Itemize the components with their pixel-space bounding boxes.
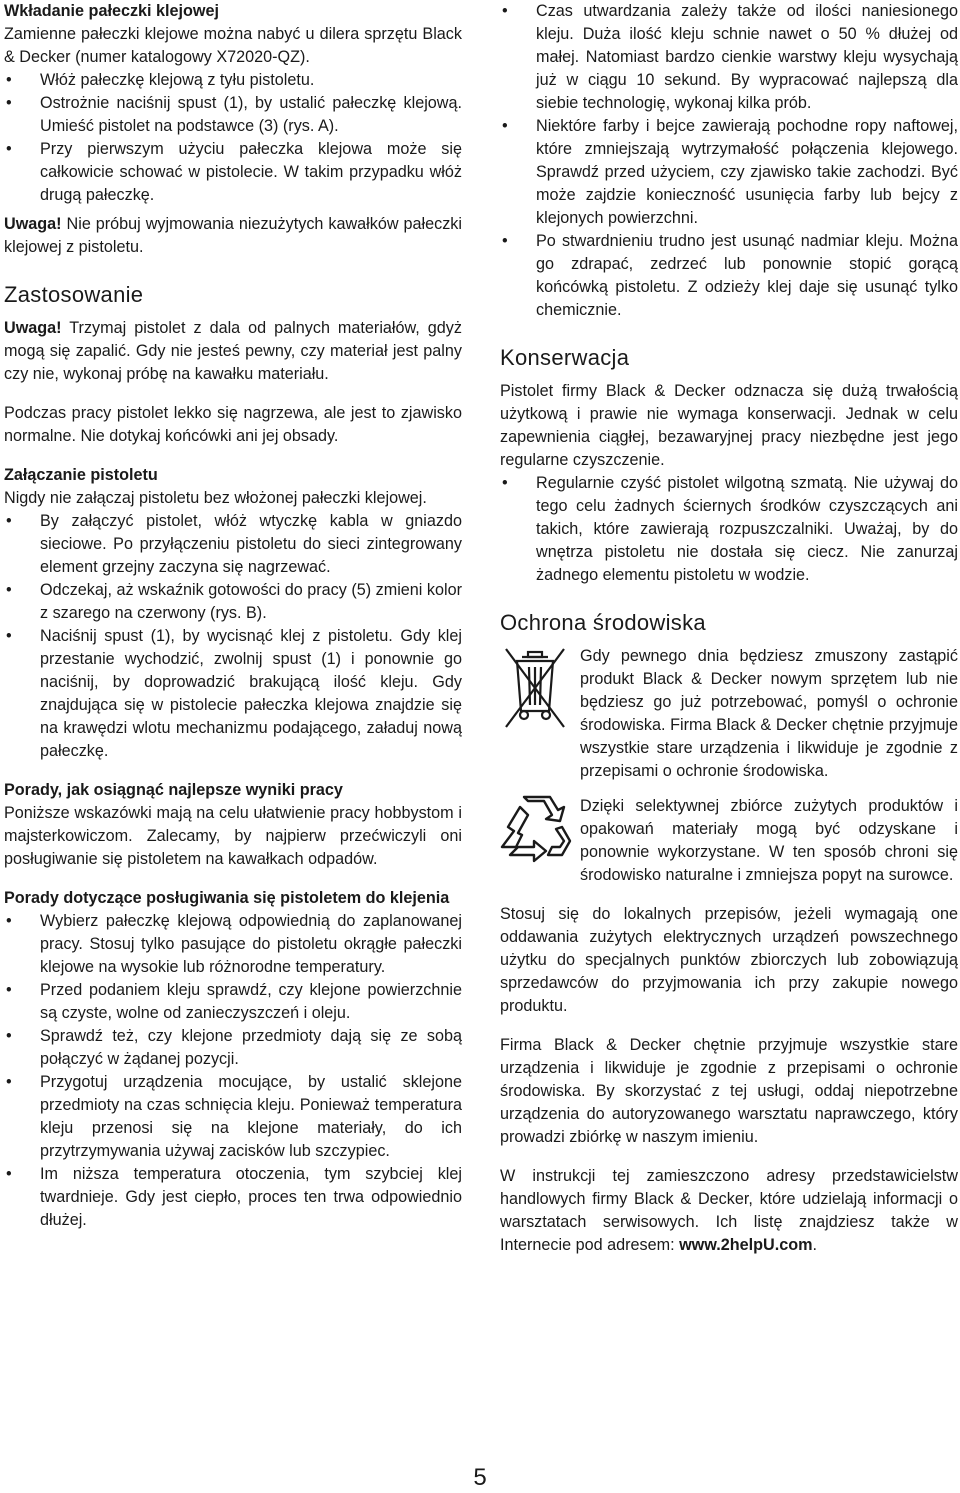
env-paragraph-4: Firma Black & Decker chętnie przyjmuje wszystkie stare urządzenia i likwiduje je zgodnie z przepisami o ochronie środowiska. By skorzystać z tej usługi, oddaj niepotrzebne urządzenia do autoryzowanego warsztatu naprawczego, który prowadzi zbiórkę w naszym imieniu. xyxy=(500,1036,958,1146)
env-paragraph-5-text: W instrukcji tej zamieszczono adresy przedstawicielstw handlowych firmy Black & Decker, które udzielają informacji o warsztatach serwisowych. Ich listę znajdziesz także w Internecie pod adresem: xyxy=(500,1167,958,1254)
glue-tips-list xyxy=(4,910,462,1232)
list-item: • Włóż pałeczkę klejową z tyłu pistoletu. xyxy=(4,69,462,92)
insert-warning xyxy=(4,213,462,259)
warning-text: Nie próbuj wyjmowania niezużytych kawałków pałeczki klejowej z pistoletu. xyxy=(4,215,462,256)
website-link[interactable]: www.2helpU.com xyxy=(679,1236,813,1254)
list-item: • Po stwardnieniu trudno jest usunąć nadmiar kleju. Można go zdrapać, zedrzeć lub ponownie stopić gorącą końcówką pistoletu. Z odzieży klej daje się usunąć tylko chemicznie. xyxy=(500,230,958,322)
env-paragraph-5 xyxy=(500,1165,958,1257)
env-recycle-row xyxy=(500,795,958,887)
tips-paragraph: Poniższe wskazówki mają na celu ułatwienie pracy hobbystom i majsterkowiczom. Zalecamy, by najpierw przećwiczyli oni posługiwanie się pistoletem na kawałkach odpadów. xyxy=(4,804,462,868)
glue-tips-heading: Porady dotyczące posługiwania się pistoletem do klejenia xyxy=(4,889,450,907)
list-item: • Czas utwardzania zależy także od ilości naniesionego kleju. Duża ilość kleju schnie nawet o 50 % dłużej od małej. Natomiast bardzo cienkie warstwy kleju wysychają już w ciągu 10 sekund. By wypracować najlepszą dla siebie technologię, wykonaj kilka prób. xyxy=(500,0,958,115)
list-item: • Niektóre farby i bejce zawierają pochodne ropy naftowej, które zmniejszają wytrzymałość połączenia klejowego. Sprawdź przed użyciem, czy zjawisko takie zachodzi. Być może zajdzie konieczność usunięcia farby lub bejcy z klejonych powierzchni. xyxy=(500,115,958,230)
list-item: • Odczekaj, aż wskaźnik gotowości do pracy (5) zmieni kolor z szarego na czerwony (rys. B). xyxy=(4,579,462,625)
insert-heading: Wkładanie pałeczki klejowej xyxy=(4,2,220,20)
right-column xyxy=(500,0,958,1257)
page-number: 5 xyxy=(473,1464,487,1491)
tips-heading: Porady, jak osiągnąć najlepsze wyniki pracy xyxy=(4,781,343,799)
list-item: • Ostrożnie naciśnij spust (1), by ustalić pałeczkę klejową. Umieść pistolet na podstawce (3) (rys. A). xyxy=(4,92,462,138)
warning-label: Uwaga! xyxy=(4,319,62,337)
list-item: • Sprawdź też, czy klejone przedmioty dają się ze sobą połączyć w żądanej pozycji. xyxy=(4,1025,462,1071)
konserwacja-list xyxy=(500,472,958,587)
env-paragraph-3: Stosuj się do lokalnych przepisów, jeżeli wymagają one oddawania zużytych elektrycznych urządzeń powszechnego użytku do specjalnych punktów zbiorczych lub zobowiązują sprzedawców do przyjmowania ich przy zakupie nowego produktu. xyxy=(500,905,958,1015)
recycle-icon xyxy=(500,795,578,868)
list-item: • Wybierz pałeczkę klejową odpowiednią do zaplanowanej pracy. Stosuj tylko pasujące do pistoletu okrągłe pałeczki klejowe na wysokie lub różnorodne temperatury. xyxy=(4,910,462,979)
list-item: • Naciśnij spust (1), by wycisnąć klej z pistoletu. Gdy klej przestanie wychodzić, zwolnij spust (1) i ponownie go naciśnij, by doprowadzić brakującą ilość kleju. Gdy znajdująca się w pistolecie pałeczka klejowa znajdzie się na krawędzi wlotu mechanizmu podającego, załaduj nową pałeczkę. xyxy=(4,625,462,763)
switch-on-list xyxy=(4,510,462,763)
section-heading-konserwacja: Konserwacja xyxy=(500,345,630,370)
list-item: • By załączyć pistolet, włóż wtyczkę kabla w gniazdo sieciowe. Po przyłączeniu pistoletu do sieci zintegrowany element grzejny zaczyna się nagrzewać. xyxy=(4,510,462,579)
konserwacja-paragraph: Pistolet firmy Black & Decker odznacza się dużą trwałością użytkową i prawie nie wymaga konserwacji. Jednak w celu zapewnienia ciągłej, bezawaryjnej pracy niezbędne jest jego regularne czyszczenie. xyxy=(500,382,958,469)
list-item: • Przy pierwszym użyciu pałeczka klejowa może się całkowicie schować w pistolecie. W takim przypadku włóż drugą pałeczkę. xyxy=(4,138,462,207)
zast-paragraph: Podczas pracy pistolet lekko się nagrzewa, ale jest to zjawisko normalne. Nie dotykaj końcówki ani jej obsady. xyxy=(4,404,462,445)
section-heading-zastosowanie: Zastosowanie xyxy=(4,282,144,307)
left-column xyxy=(4,0,462,1232)
warning-text: Trzymaj pistolet z dala od palnych materiałów, gdyż mogą się zapalić. Gdy nie jesteś pewny, czy materiał jest palny czy nie, wykonaj próbę na kawałku materiału. xyxy=(4,319,462,383)
section-heading-ochrona-srodowiska: Ochrona środowiska xyxy=(500,610,706,635)
warning-label: Uwaga! xyxy=(4,215,62,233)
list-item: • Regularnie czyść pistolet wilgotną szmatą. Nie używaj do tego celu żadnych ściernych środków czyszczących ani takich, które zawierają rozpuszczalniki. Uważaj, by do wnętrza pistoletu nie dostała się ciecz. Nie zanurzaj żadnego elementu pistoletu w wodzie. xyxy=(500,472,958,587)
crossed-out-bin-icon xyxy=(500,645,578,738)
zast-warning xyxy=(4,317,462,386)
switch-on-intro: Nigdy nie załączaj pistoletu bez włożonej pałeczki klejowej. xyxy=(4,489,427,507)
list-item: • Przygotuj urządzenia mocujące, by ustalić sklejone przedmioty na czas schnięcia kleju. Ponieważ temperatura kleju przenosi się na klejone materiały, do ich przytrzymywania używaj zacisków lub szczypiec. xyxy=(4,1071,462,1163)
list-item: • Im niższa temperatura otoczenia, tym szybciej klej twardnieje. Gdy jest ciepło, proces ten trwa odpowiednio dłużej. xyxy=(4,1163,462,1232)
insert-intro: Zamienne pałeczki klejowe można nabyć u dilera sprzętu Black & Decker (numer katalogowy X72020-QZ). xyxy=(4,25,462,66)
env-paragraph-1: Gdy pewnego dnia będziesz zmuszony zastąpić produkt Black & Decker nowym sprzętem lub nie będziesz go już potrzebować, pomyśl o ochronie środowiska. Firma Black & Decker chętnie przyjmuje wszystkie stare urządzenia i likwiduje je zgodnie z przepisami o ochronie środowiska. xyxy=(580,647,958,780)
env-paragraph-5-end: . xyxy=(812,1236,817,1254)
switch-on-heading: Załączanie pistoletu xyxy=(4,466,158,484)
env-weee-row xyxy=(500,645,958,783)
env-paragraph-2: Dzięki selektywnej zbiórce zużytych produktów i opakowań materiały mogą być odzyskane i ponownie wykorzystane. W ten sposób chroni się środowisko naturalne i zmniejsza popyt na surowce. xyxy=(580,797,958,884)
insert-list xyxy=(4,69,462,207)
list-item: • Przed podaniem kleju sprawdź, czy klejone powierzchnie są czyste, wolne od zanieczyszczeń i oleju. xyxy=(4,979,462,1025)
continued-list xyxy=(500,0,958,322)
